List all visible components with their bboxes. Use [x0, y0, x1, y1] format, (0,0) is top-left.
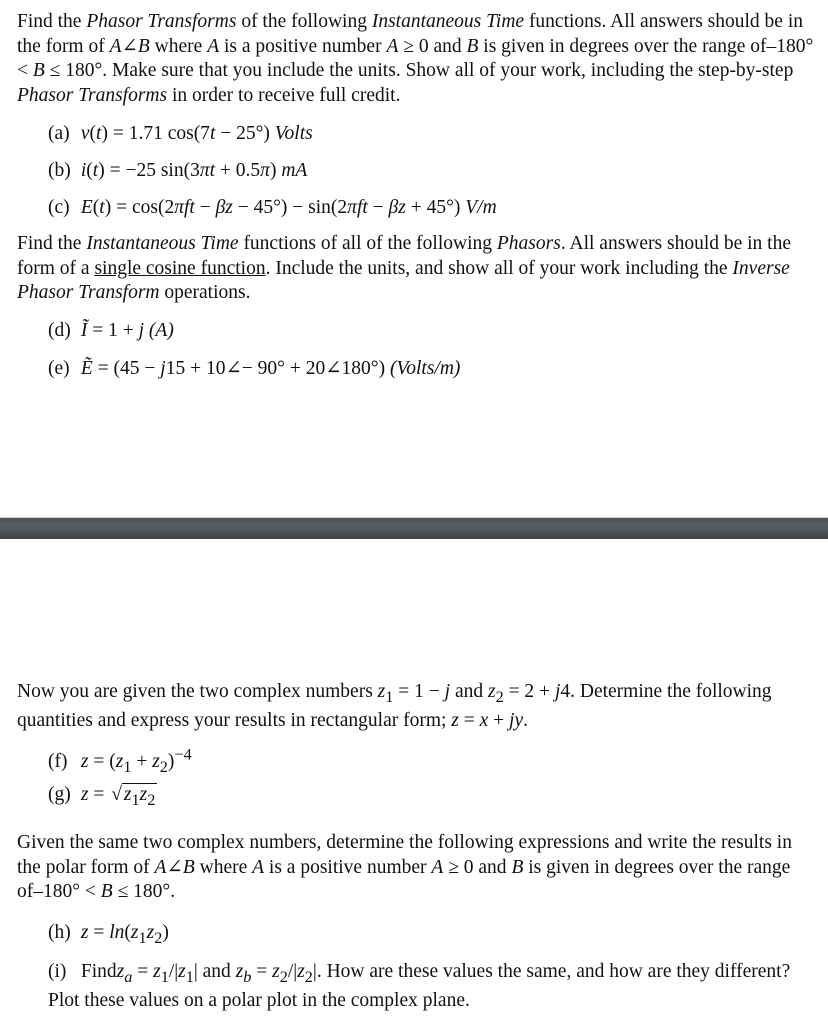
rectangular-form-instructions: Now you are given the two complex numbers $z_1 = 1 - j$ and $z_2 = 2 + j4$. Determine the following quantities and express your results in rectangular form; z = x + jy. [17, 681, 772, 732]
problem-b [48, 158, 818, 184]
inverse-phasor-instructions: Find the Instantaneous Time functions of all of the following Phasors. All answers should be in the form of a single cosine function. Include the units, and show all of your work including the Inverse Phasor Transform operations. [17, 233, 792, 304]
problem-i [48, 960, 818, 1014]
problem-label: (d) [48, 320, 71, 341]
problem-label: (f) [48, 750, 68, 772]
problem-c [48, 195, 818, 221]
problem-f [48, 741, 818, 779]
problem-label: (h) [48, 922, 71, 943]
problem-label: (b) [48, 160, 71, 181]
phasor-transform-instructions: Find the Phasor Transforms of the following Instantaneous Time functions. All answers should be in the form of A∠B where A is a positive number A ≥ 0 and B is given in degrees over the range of–180° < B ≤ 180°. Make sure that you include the units. Show all of your work, including the step-by-step Phasor Transforms in order to receive full credit. [17, 11, 814, 106]
problem-expression: $z = \ln(z_1z_2)$ [80, 922, 169, 947]
problem-expression: Ĩ = 1 + j (A) [80, 320, 174, 341]
polar-form-instructions: Given the same two complex numbers, determine the following expressions and write the results in the polar form of A∠B where A is a positive number A ≥ 0 and B is given in degrees over the range of–180° < B ≤ 180°. [17, 832, 792, 903]
problem-expression: v(t) = 1.71 cos(7t − 25°) Volts [80, 123, 313, 144]
problem-g [48, 782, 818, 813]
problem-label: (a) [48, 123, 70, 144]
problem-label: (i) [48, 961, 67, 982]
problem-e [48, 356, 818, 382]
problem-label: (e) [48, 358, 70, 379]
problem-expression: z = √ $z_1z_2$ [80, 784, 156, 809]
problem-label: (c) [48, 197, 70, 218]
problem-expression: Ẽ = (45 − j15 + 10∠− 90° + 20∠180°) (Volts/m) [80, 358, 461, 379]
problem-h [48, 920, 818, 951]
problem-d [48, 318, 818, 344]
problem-expression: $z = (z_1 + z_2)^{-4}$ [80, 745, 192, 776]
problem-expression: i(t) = −25 sin(3πt + 0.5π) mA [80, 160, 308, 181]
page-break-divider [0, 517, 828, 539]
problem-expression: E(t) = cos(2πft − βz − 45°) − sin(2πft − βz + 45°) V/m [80, 197, 497, 218]
problem-a [48, 121, 818, 147]
problem-expression: Findz$_a$ = $z_1/|z_1|$ and $z_b = z_2/|z_2|$. How are these values the same, and how are they different? Plot these values on a polar plot in the complex plane. [48, 961, 791, 1012]
problem-label: (g) [48, 784, 71, 805]
